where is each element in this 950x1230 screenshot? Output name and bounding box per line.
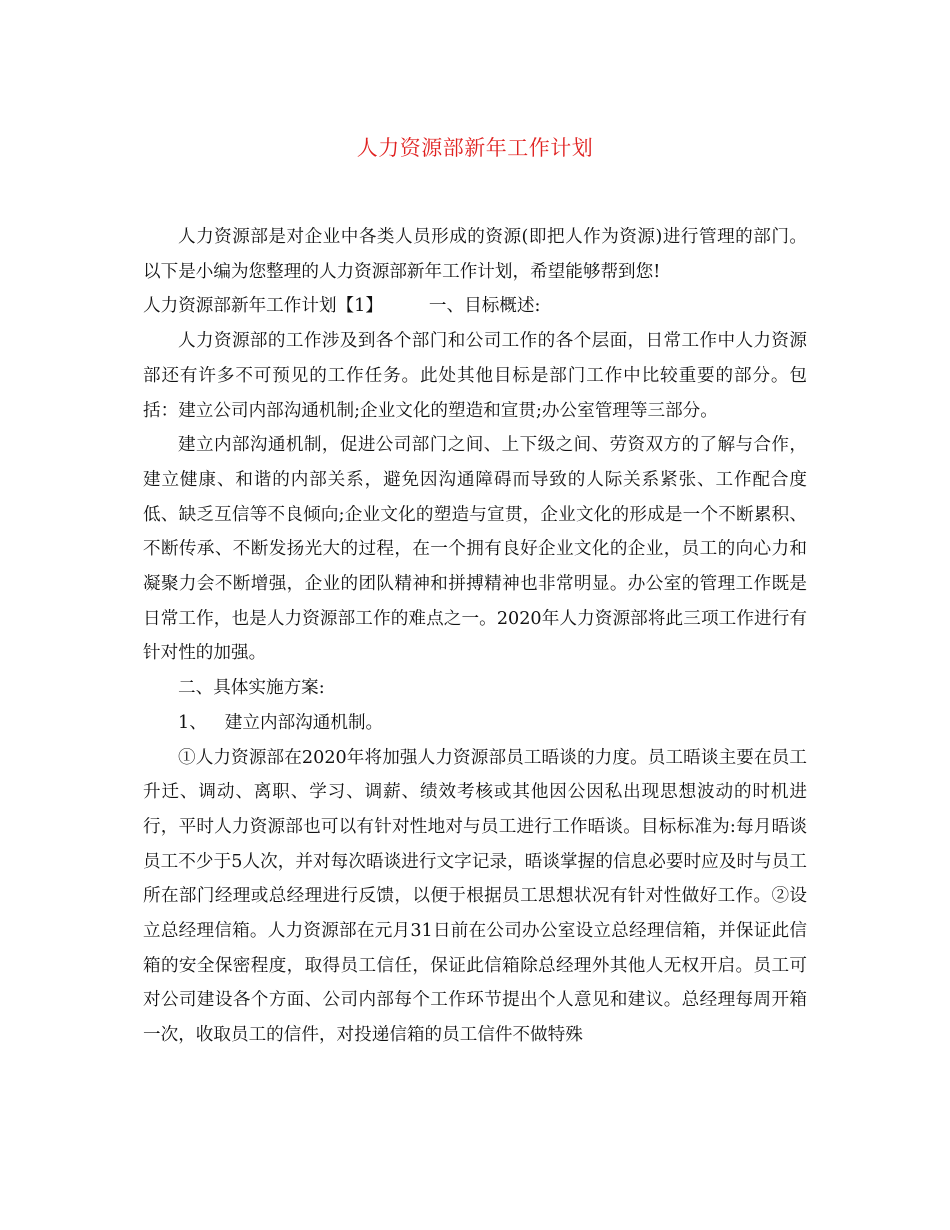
overview-paragraph: 人力资源部的工作涉及到各个部门和公司工作的各个层面，日常工作中人力资源部还有许多不可预见的工作任务。此处其他目标是部门工作中比较重要的部分。包括：建立公司内部沟通机制;企业文化的塑造和宣贯;办公室管理等三部分。: [143, 331, 807, 421]
plan-heading: 二、具体实施方案:: [178, 678, 325, 699]
document-body: [143, 220, 807, 1053]
list-item-number: 1、: [178, 712, 207, 733]
section-heading: [143, 289, 807, 324]
details-paragraph: ①人力资源部在2020年将加强人力资源部员工晤谈的力度。员工晤谈主要在员工升迁、调动、离职、学习、调薪、绩效考核或其他因公因私出现思想波动的时机进行，平时人力资源部也可以有针对性地对与员工进行工作晤谈。目标标准为:每月晤谈员工不少于5人次，并对每次晤谈进行文字记录，晤谈掌握的信息必要时应及时与员工所在部门经理或总经理进行反馈，以便于根据员工思想状况有针对性做好工作。②设立总经理信箱。人力资源部在元月31日前在公司办公室设立总经理信箱，并保证此信箱的安全保密程度，取得员工信任，保证此信箱除总经理外其他人无权开启。员工可对公司建设各个方面、公司内部每个工作环节提出个人意见和建议。总经理每周开箱一次，收取员工的信件，对投递信箱的员工信件不做特殊: [143, 747, 807, 1046]
section-heading-title: 人力资源部新年工作计划【1】: [143, 296, 383, 317]
mechanism-paragraph: 建立内部沟通机制，促进公司部门之间、上下级之间、劳资双方的了解与合作，建立健康、和谐的内部关系，避免因沟通障碍而导致的人际关系紧张、工作配合度低、缺乏互信等不良倾向;企业文化的塑造与宣贯，企业文化的形成是一个不断累积、不断传承、不断发扬光大的过程，在一个拥有良好企业文化的企业，员工的向心力和凝聚力会不断增强，企业的团队精神和拼搏精神也非常明显。办公室的管理工作既是日常工作，也是人力资源部工作的难点之一。2020年人力资源部将此三项工作进行有针对性的加强。: [143, 435, 807, 664]
section-heading-subtitle: 一、目标概述:: [428, 296, 541, 317]
list-item-text: 建立内部沟通机制。: [224, 712, 384, 733]
list-item: [143, 706, 807, 741]
document-title: 人力资源部新年工作计划: [356, 136, 594, 160]
intro-paragraph: 人力资源部是对企业中各类人员形成的资源(即把人作为资源)进行管理的部门。以下是小编为您整理的人力资源部新年工作计划，希望能够帮到您!: [143, 227, 807, 282]
